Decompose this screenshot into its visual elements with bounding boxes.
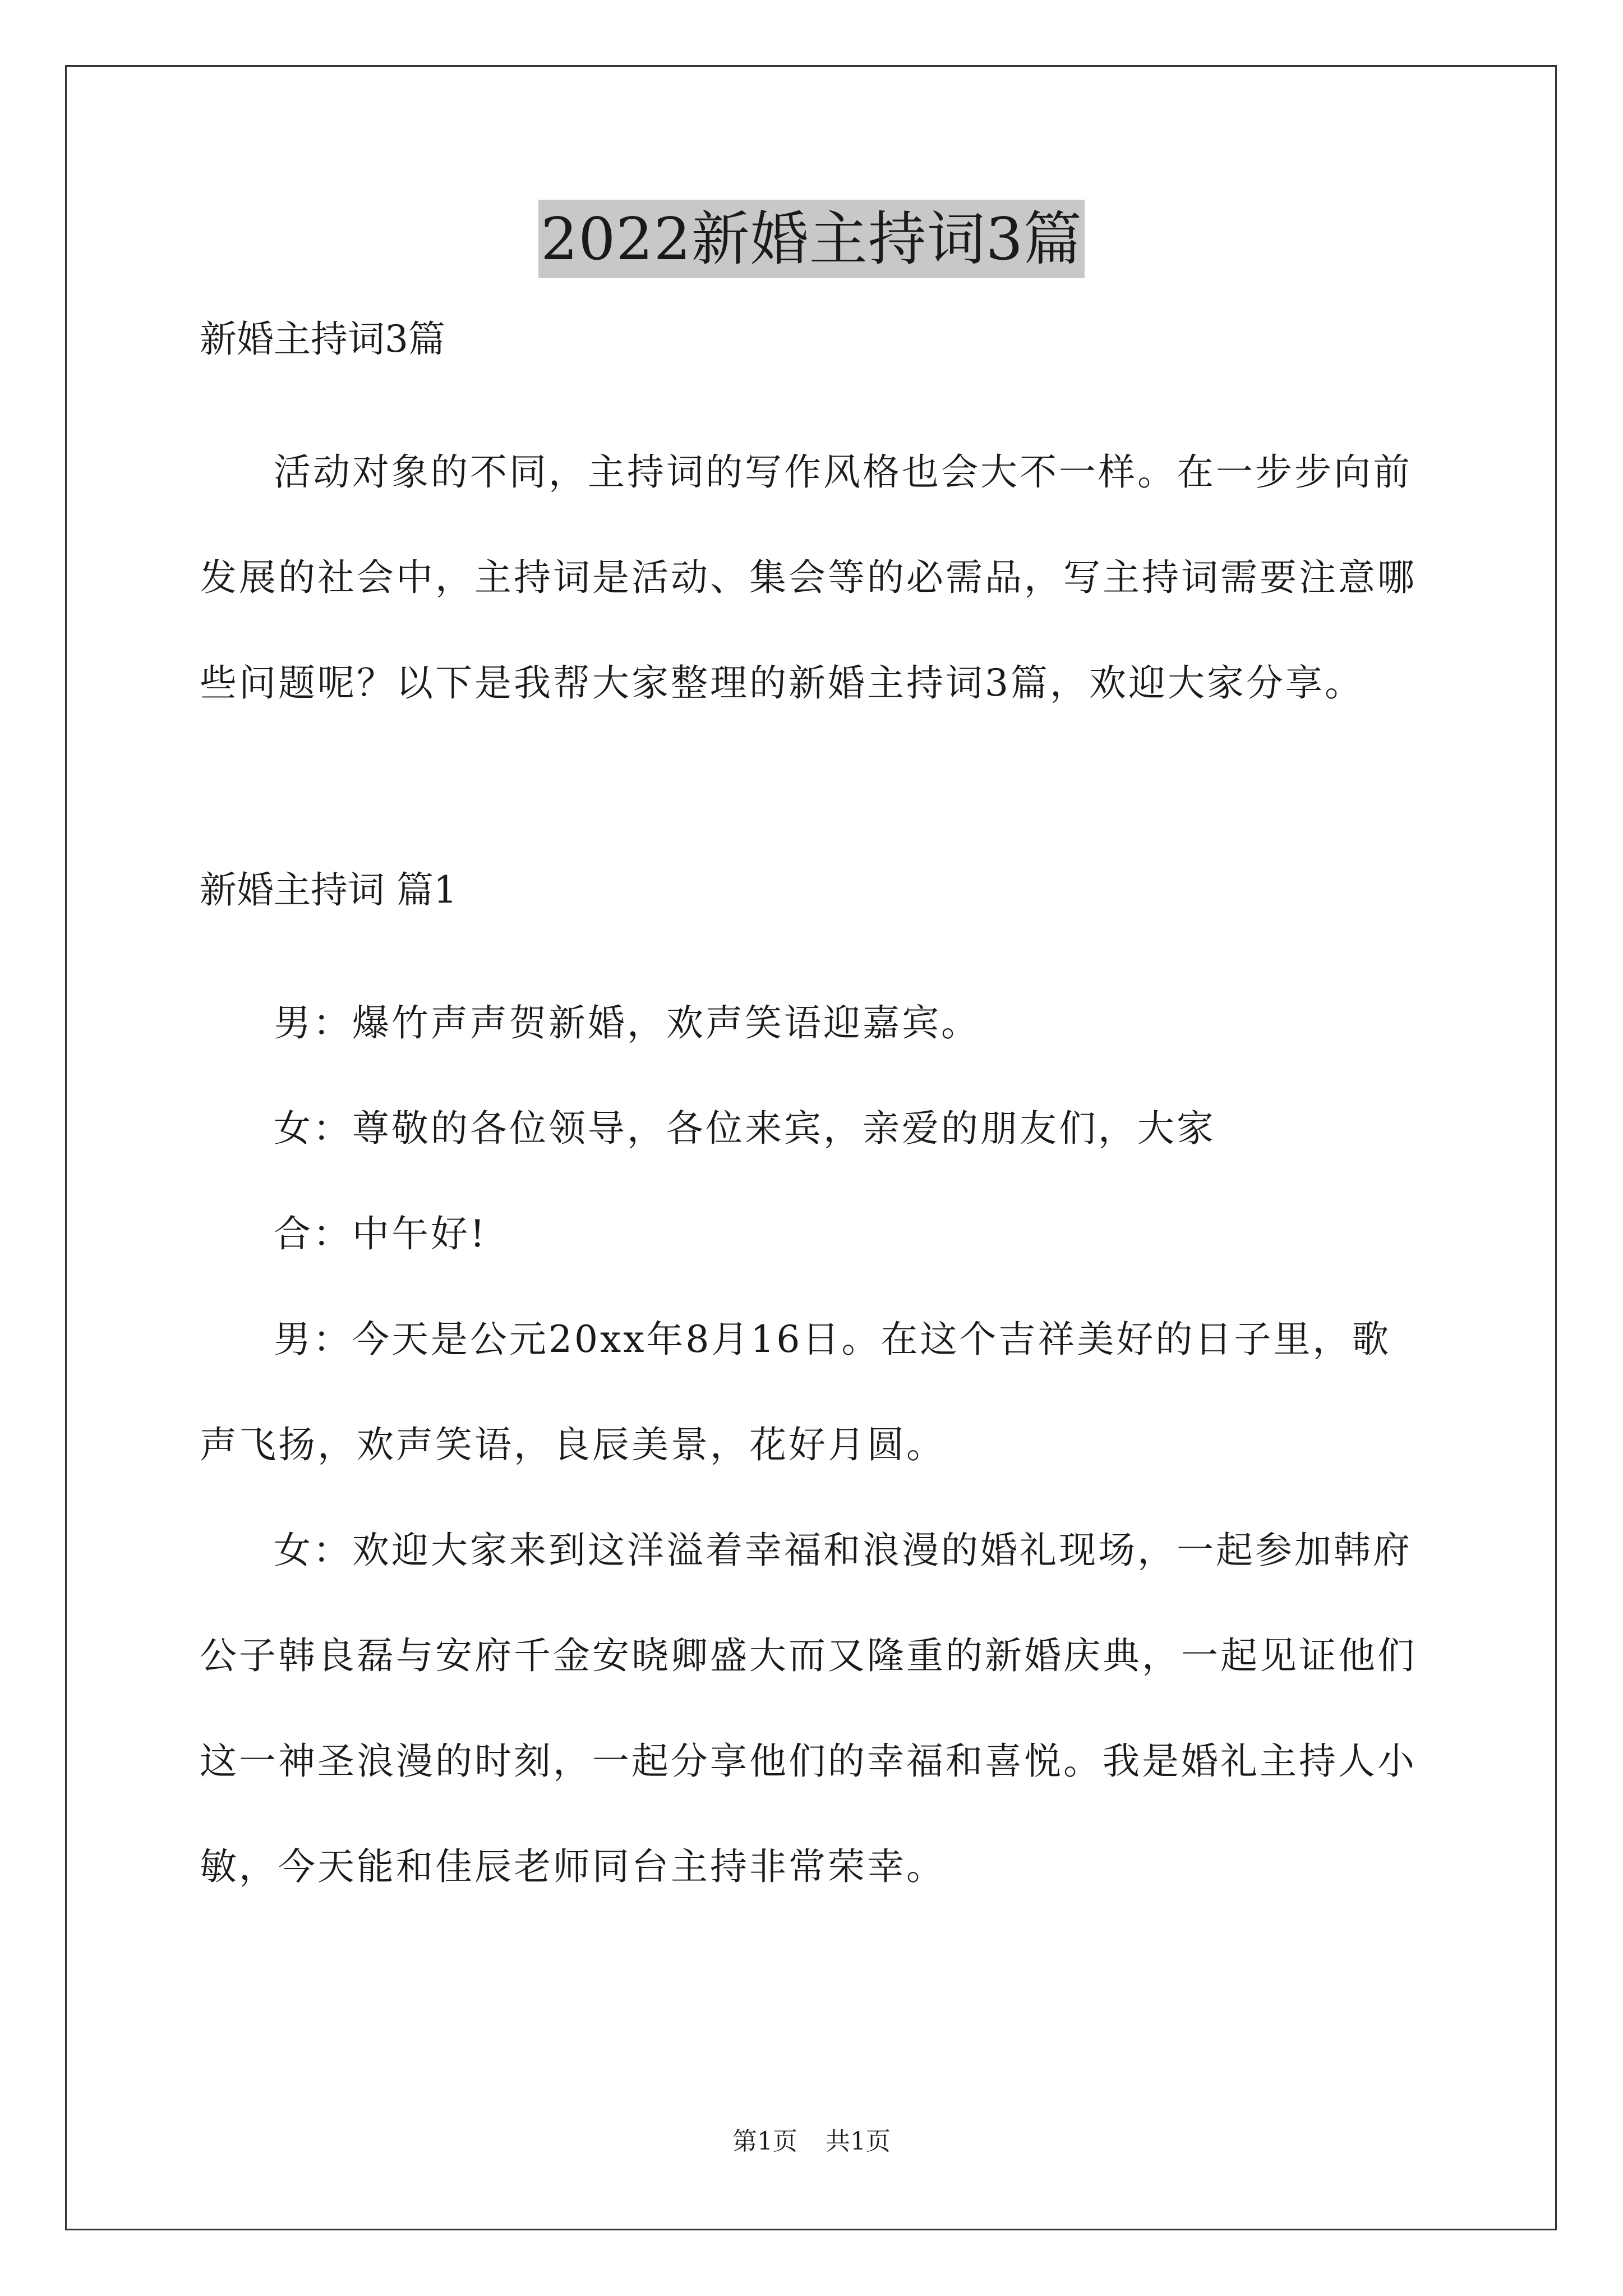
page-number: 第1页 bbox=[732, 2127, 797, 2156]
document-body bbox=[200, 314, 1428, 1920]
page-footer bbox=[0, 2125, 1623, 2159]
paragraph-4: 男：今天是公元20xx年8月16日。在这个吉祥美好的日子里，歌声飞扬，欢声笑语，良辰美景，花好月圆。 bbox=[200, 1318, 1391, 1466]
paragraph-3: 合：中午好! bbox=[274, 1212, 487, 1255]
paragraph-1: 男：爆竹声声贺新婚，欢声笑语迎嘉宾。 bbox=[274, 1001, 980, 1045]
document-title: 2022新婚主持词3篇 bbox=[538, 200, 1085, 278]
document-subtitle: 新婚主持词3篇 bbox=[200, 318, 445, 361]
paragraph-5: 女：欢迎大家来到这洋溢着幸福和浪漫的婚礼现场，一起参加韩府公子韩良磊与安府千金安晓卿盛大而又隆重的新婚庆典，一起见证他们这一神圣浪漫的时刻，一起分享他们的幸福和喜悦。我是婚礼主持人小敏，今天能和佳辰老师同台主持非常荣幸。 bbox=[200, 1529, 1417, 1888]
section-title: 新婚主持词 篇1 bbox=[200, 868, 457, 912]
paragraph-2: 女：尊敬的各位领导，各位来宾，亲爱的朋友们，大家 bbox=[274, 1107, 1216, 1150]
intro-paragraph: 活动对象的不同，主持词的写作风格也会大不一样。在一步步向前发展的社会中，主持词是活动、集会等的必需品，写主持词需要注意哪些问题呢？以下是我帮大家整理的新婚主持词3篇，欢迎大家分享。 bbox=[200, 450, 1417, 705]
title-wrap bbox=[0, 200, 1623, 278]
page-total: 共1页 bbox=[826, 2127, 891, 2156]
